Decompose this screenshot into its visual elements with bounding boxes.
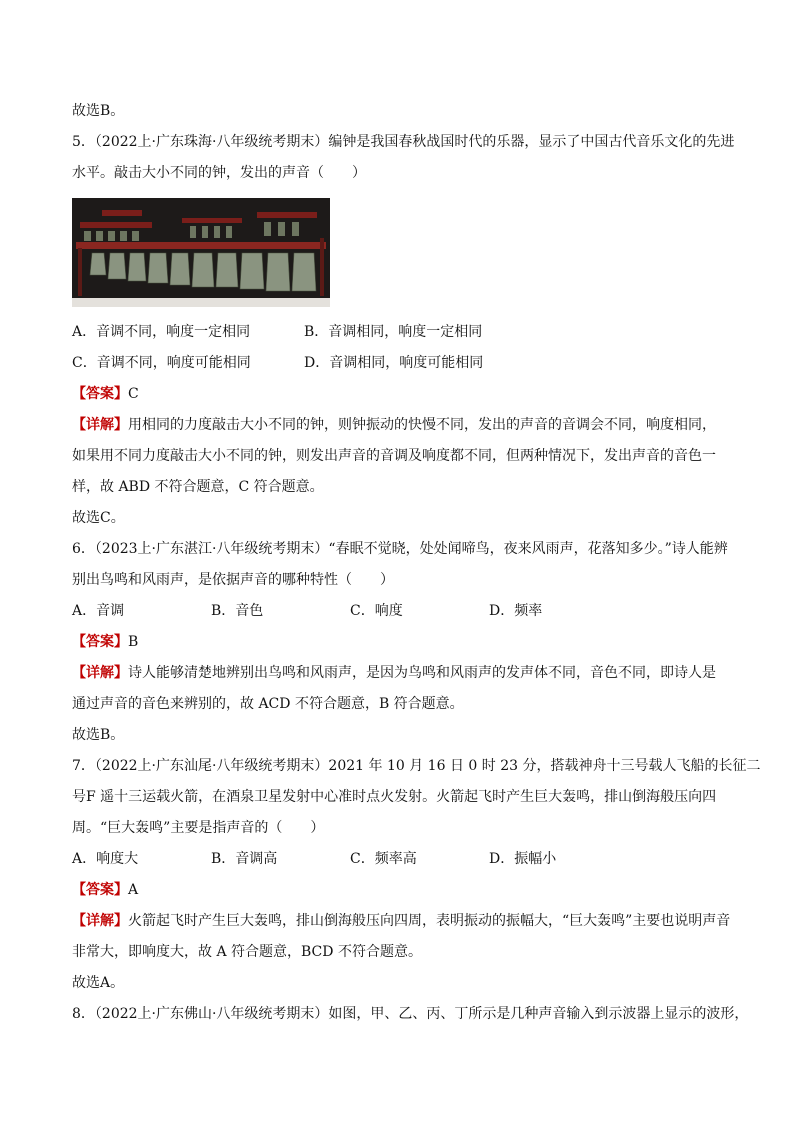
question-6-stem-cont: 别出鸟鸣和风雨声，是依据声音的哪种特性（ ） — [72, 572, 394, 588]
detail-text: 用相同的力度敲击大小不同的钟，则钟振动的快慢不同，发出的声音的音调会不同，响度相同， — [128, 417, 716, 433]
q6-option-c[interactable]: C．响度 — [350, 603, 403, 619]
q7-detail-cont: 非常大，即响度大，故 A 符合题意，BCD 不符合题意。 — [72, 944, 422, 960]
q6-detail — [72, 658, 722, 689]
question-6-stem: 6．（2023上·广东湛江·八年级统考期末）“春眠不觉晓，处处闻啼鸟，夜来风雨声，花落知多少。”诗人能辨 — [72, 541, 728, 557]
q6-option-b[interactable]: B．音色 — [211, 603, 264, 619]
question-6-options — [72, 596, 722, 627]
q5-option-a[interactable]: A．音调不同，响度一定相同 — [72, 324, 251, 340]
q7-option-a[interactable]: A．响度大 — [72, 851, 139, 867]
question-8-stem: 8．（2022上·广东佛山·八年级统考期末）如图，甲、乙、丙、丁所示是几种声音输入到示波器上显示的波形， — [72, 1006, 749, 1022]
q5-option-d[interactable]: D．音调相同，响度可能相同 — [304, 355, 484, 371]
q6-detail-cont: 通过声音的音色来辨别的，故 ACD 不符合题意，B 符合题意。 — [72, 696, 464, 712]
question-5-options-row-1 — [72, 317, 722, 348]
question-5-stem: 5．（2022上·广东珠海·八年级统考期末）编钟是我国春秋战国时代的乐器，显示了中国古代音乐文化的先进 — [72, 134, 735, 150]
q6-option-d[interactable]: D．频率 — [489, 603, 543, 619]
q7-detail — [72, 906, 731, 937]
question-5-stem-cont: 水平。敲击大小不同的钟，发出的声音（ ） — [72, 165, 366, 181]
answer-value: B — [128, 634, 139, 650]
q7-answer — [72, 875, 722, 906]
question-7-stem: 7．（2022上·广东汕尾·八年级统考期末）2021 年 10 月 16 日 0 时 23 分，搭载神舟十三号载人飞船的长征二 — [72, 758, 761, 774]
q7-conclusion: 故选A。 — [72, 975, 125, 991]
q5-detail-cont: 如果用不同力度敲击大小不同的钟，则发出声音的音调及响度都不同，但两种情况下，发出声音的音色一 — [72, 448, 716, 464]
question-7-stem-cont: 周。“巨大轰鸣”主要是指声音的（ ） — [72, 820, 325, 836]
q5-conclusion: 故选C。 — [72, 510, 125, 526]
q6-option-a[interactable]: A．音调 — [72, 603, 125, 619]
answer-value: C — [128, 386, 139, 402]
q5-option-c[interactable]: C．音调不同，响度可能相同 — [72, 355, 251, 371]
detail-text: 诗人能够清楚地辨别出鸟鸣和风雨声，是因为鸟鸣和风雨声的发声体不同，音色不同，即诗人是 — [128, 665, 716, 681]
answer-tag: 【答案】 — [72, 386, 128, 402]
q5-answer — [72, 379, 722, 410]
detail-tag: 【详解】 — [72, 913, 128, 929]
q6-answer — [72, 627, 722, 658]
answer-value: A — [128, 882, 139, 898]
detail-tag: 【详解】 — [72, 417, 128, 433]
answer-tag: 【答案】 — [72, 882, 128, 898]
bianzhong-illustration — [72, 198, 330, 307]
document-page — [72, 96, 761, 1030]
detail-tag: 【详解】 — [72, 665, 128, 681]
question-7-stem-cont: 号F 遥十三运载火箭，在酒泉卫星发射中心准时点火发射。火箭起飞时产生巨大轰鸣，排山倒海般压向四 — [72, 789, 717, 805]
question-7-options — [72, 844, 722, 875]
question-5-options-row-2 — [72, 348, 722, 379]
text-line: 故选B。 — [72, 103, 125, 119]
answer-tag: 【答案】 — [72, 634, 128, 650]
q5-detail-cont: 样，故 ABD 不符合题意，C 符合题意。 — [72, 479, 324, 495]
q5-option-b[interactable]: B．音调相同，响度一定相同 — [304, 324, 483, 340]
detail-text: 火箭起飞时产生巨大轰鸣，排山倒海般压向四周，表明振动的振幅大，“巨大轰鸣”主要也说明声音 — [128, 913, 731, 929]
q6-conclusion: 故选B。 — [72, 727, 125, 743]
q5-detail — [72, 410, 722, 441]
bianzhong-bells-photo — [72, 198, 330, 307]
q7-option-b[interactable]: B．音调高 — [211, 851, 278, 867]
q7-option-c[interactable]: C．频率高 — [350, 851, 417, 867]
q7-option-d[interactable]: D．振幅小 — [489, 851, 557, 867]
